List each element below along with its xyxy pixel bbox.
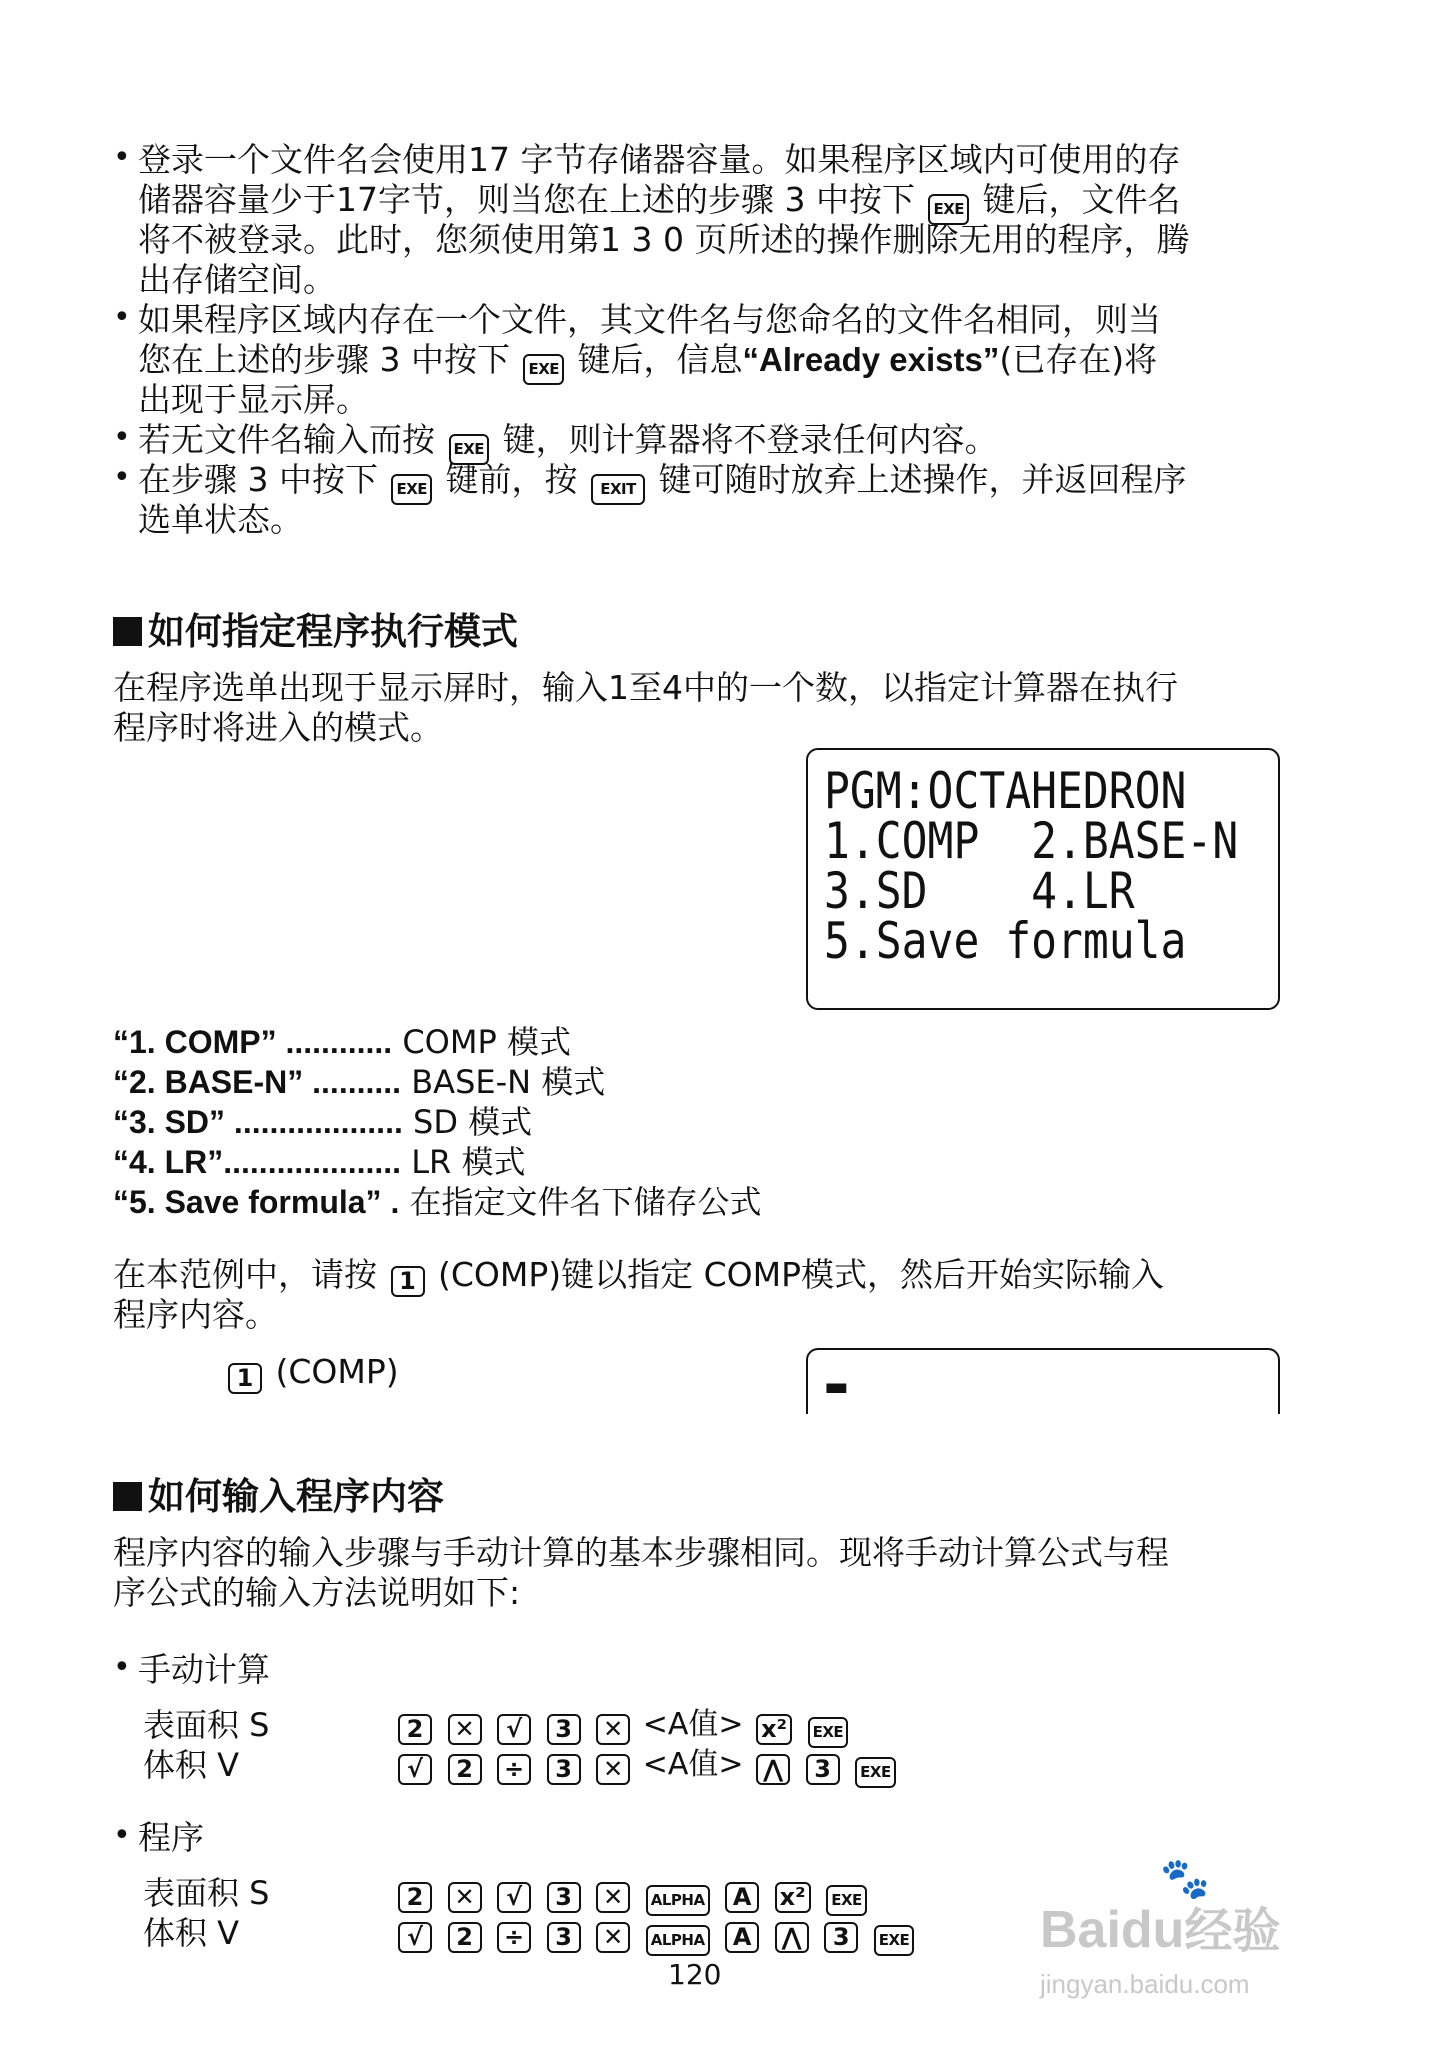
baidu-url: jingyan.baidu.com	[1040, 1969, 1250, 1999]
bullet2-line1: 如果程序区域内存在一个文件，其文件名与您命名的文件名相同，则当	[138, 300, 1161, 339]
lcd-program-menu	[806, 748, 1280, 1010]
bullet4-line2: 选单状态。	[138, 500, 303, 539]
lcd-line: 1.COMP 2.BASE-N	[824, 812, 1239, 870]
exe-key: EXE	[449, 434, 490, 465]
two-key: 2	[448, 1922, 482, 1953]
sqrt-key: √	[497, 1882, 531, 1913]
lcd-line: 5.Save formula	[824, 912, 1187, 970]
three-key: 3	[547, 1754, 581, 1785]
sqrt-key: √	[398, 1922, 432, 1953]
lcd-cursor: ▬	[824, 1372, 849, 1402]
square-bullet-icon	[113, 1482, 142, 1511]
a-key: A	[725, 1922, 759, 1953]
section1-intro-1: 在程序选单出现于显示屏时，输入1至4中的一个数，以指定计算器在执行	[113, 668, 1178, 707]
bullet-dot: •	[113, 1818, 131, 1853]
volume-label: 体积 V	[143, 1746, 240, 1784]
lcd-partial	[806, 1348, 1280, 1414]
mode-row: “5. Save formula” . 在指定文件名下储存公式	[113, 1183, 762, 1221]
bullet-dot: •	[113, 1650, 131, 1685]
bullet2-line3: 出现于显示屏。	[138, 380, 369, 419]
two-key: 2	[398, 1882, 432, 1913]
exe-key: EXE	[523, 354, 564, 385]
step-comp: 1 (COMP)	[225, 1352, 399, 1394]
bullet-dot: •	[113, 420, 131, 455]
bullet1-line4: 出存储空间。	[138, 260, 336, 299]
sqrt-key: √	[398, 1754, 432, 1785]
exe-key: EXE	[855, 1757, 896, 1788]
caret-key: ⋀	[756, 1754, 790, 1785]
two-key: 2	[398, 1714, 432, 1745]
section2-intro-2: 序公式的输入方法说明如下:	[113, 1573, 521, 1612]
square-bullet-icon	[113, 617, 142, 646]
times-key: ✕	[596, 1714, 630, 1745]
paw-icon: 🐾	[1160, 1856, 1210, 1902]
volume-label: 体积 V	[143, 1914, 240, 1952]
exe-key: EXE	[874, 1925, 915, 1956]
bullet2-line2: 您在上述的步骤 3 中按下 EXE 键后，信息“Already exists”(已存在)将	[138, 340, 1157, 385]
times-key: ✕	[596, 1922, 630, 1953]
surface-label: 表面积 S	[143, 1706, 270, 1744]
bullet-dot: •	[113, 140, 131, 175]
sqrt-key: √	[497, 1714, 531, 1745]
times-key: ✕	[596, 1882, 630, 1913]
manual-label: 手动计算	[138, 1650, 270, 1689]
page-number: 120	[668, 1958, 722, 1991]
a-value-text: <A值>	[642, 1747, 744, 1782]
bullet1-line3: 将不被登录。此时，您须使用第1 3 0 页所述的操作删除无用的程序，腾	[138, 220, 1190, 259]
program-surface-sequence	[395, 1873, 870, 1916]
mode-row: “1. COMP” ............ COMP 模式	[113, 1023, 571, 1061]
example-line1: 在本范例中，请按 1 (COMP)键以指定 COMP模式，然后开始实际输入	[113, 1255, 1165, 1295]
three-key: 3	[547, 1714, 581, 1745]
two-key: 2	[448, 1754, 482, 1785]
three-key: 3	[806, 1754, 840, 1785]
section2-intro-1: 程序内容的输入步骤与手动计算的基本步骤相同。现将手动计算公式与程	[113, 1533, 1169, 1572]
lcd-line: 3.SD 4.LR	[824, 862, 1135, 920]
baidu-logo: Baidu经验	[1040, 1901, 1281, 1959]
times-key: ✕	[596, 1754, 630, 1785]
section2-title: 如何输入程序内容	[113, 1475, 444, 1519]
bullet-dot: •	[113, 460, 131, 495]
divide-key: ÷	[497, 1754, 531, 1785]
exe-key: EXE	[928, 194, 969, 225]
alpha-key: ALPHA	[646, 1885, 710, 1916]
bullet3-line1: 若无文件名输入而按 EXE 键，则计算器将不登录任何内容。	[138, 420, 998, 465]
mode-row: “3. SD” ................... SD 模式	[113, 1103, 533, 1141]
three-key: 3	[547, 1882, 581, 1913]
times-key: ✕	[448, 1714, 482, 1745]
bullet1-line2: 储器容量少于17字节，则当您在上述的步骤 3 中按下 EXE 键后，文件名	[138, 180, 1181, 225]
three-key: 3	[547, 1922, 581, 1953]
manual-surface-sequence	[395, 1705, 851, 1748]
x2-key: x²	[756, 1714, 792, 1745]
exit-key: EXIT	[591, 474, 645, 505]
bullet1-line1: 登录一个文件名会使用17 字节存储器容量。如果程序区域内可使用的存	[138, 140, 1181, 179]
mode-row: “4. LR”.................... LR 模式	[113, 1143, 526, 1181]
alpha-key: ALPHA	[646, 1925, 710, 1956]
exe-key: EXE	[808, 1717, 849, 1748]
manual-volume-sequence	[395, 1745, 899, 1788]
exe-key: EXE	[391, 474, 432, 505]
bullet4-line1: 在步骤 3 中按下 EXE 键前，按 EXIT 键可随时放弃上述操作，并返回程序	[138, 460, 1187, 505]
one-key: 1	[228, 1363, 262, 1394]
bullet-dot: •	[113, 300, 131, 335]
mode-row: “2. BASE-N” .......... BASE-N 模式	[113, 1063, 606, 1101]
times-key: ✕	[448, 1882, 482, 1913]
section1-title: 如何指定程序执行模式	[113, 610, 518, 654]
program-label: 程序	[138, 1818, 204, 1857]
three-key: 3	[824, 1922, 858, 1953]
surface-label: 表面积 S	[143, 1874, 270, 1912]
a-value-text: <A值>	[642, 1707, 744, 1742]
a-key: A	[725, 1882, 759, 1913]
section1-intro-2: 程序时将进入的模式。	[113, 708, 443, 747]
exe-key: EXE	[826, 1885, 867, 1916]
x2-key: x²	[775, 1882, 811, 1913]
one-key: 1	[391, 1266, 425, 1297]
program-volume-sequence	[395, 1913, 917, 1956]
lcd-line: PGM:OCTAHEDRON	[824, 762, 1187, 820]
example-line2: 程序内容。	[113, 1295, 278, 1334]
divide-key: ÷	[497, 1922, 531, 1953]
caret-key: ⋀	[775, 1922, 809, 1953]
